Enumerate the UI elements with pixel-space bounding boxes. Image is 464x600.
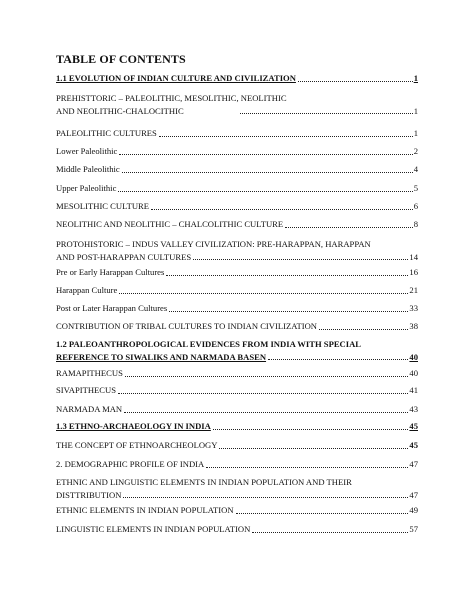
toc-entry-lower-paleolithic[interactable]: [56, 146, 418, 157]
toc-entry-label: Pre or Early Harappan Cultures: [56, 267, 165, 277]
toc-entry-sivapithecus[interactable]: [56, 385, 418, 396]
toc-entry-page: 33: [409, 303, 418, 313]
toc-entry-page: 6: [413, 201, 418, 211]
toc-entry-label: 1.3 ETHNO-ARCHAEOLOGY IN INDIA: [56, 421, 211, 431]
dot-leader: [206, 467, 408, 468]
toc-entry-page: 1: [413, 105, 418, 116]
toc-entry-protohistoric[interactable]: [56, 239, 418, 262]
dot-leader: [240, 113, 413, 114]
dot-leader: [319, 329, 408, 330]
dot-leader: [285, 227, 413, 228]
toc-entry-page: 16: [409, 267, 418, 277]
toc-entry-label: SIVAPITHECUS: [56, 385, 117, 395]
toc-entry-page: 40: [409, 368, 418, 378]
dot-leader: [169, 311, 408, 312]
toc-title: TABLE OF CONTENTS: [56, 52, 186, 66]
toc-entry-label: LINGUISTIC ELEMENTS IN INDIAN POPULATION: [56, 524, 251, 534]
dot-leader: [166, 275, 408, 276]
toc-entry-page: 1: [413, 128, 418, 138]
toc-entry-label: REFERENCE TO SIWALIKS AND NARMADA BASEN: [56, 351, 267, 362]
toc-entry-label: RAMAPITHECUS: [56, 368, 123, 378]
toc-entry-label: Lower Paleolithic: [56, 146, 118, 156]
toc-entry-page: 49: [409, 505, 418, 515]
toc-entry-pre-harappan[interactable]: [56, 267, 418, 278]
dot-leader: [123, 497, 408, 498]
toc-entry-mesolithic-culture[interactable]: [56, 201, 418, 212]
dot-leader: [298, 81, 413, 82]
toc-entry-label: NARMADA MAN: [56, 404, 123, 414]
dot-leader: [268, 359, 408, 360]
dot-leader: [219, 448, 408, 449]
toc-entry-page: 40: [409, 351, 418, 362]
toc-entry-label: Post or Later Harappan Cultures: [56, 303, 168, 313]
toc-entry-label: AND NEOLITHIC-CHALOCITHIC: [56, 105, 184, 116]
toc-entry-page: 2: [413, 146, 418, 156]
dot-leader: [119, 154, 412, 155]
dot-leader: [122, 172, 413, 173]
toc-entry-linguistic-elements[interactable]: [56, 524, 418, 535]
toc-entry-page: 5: [413, 183, 418, 193]
toc-entry-page: 47: [409, 489, 418, 500]
toc-entry-label: ETHNIC ELEMENTS IN INDIAN POPULATION: [56, 505, 234, 515]
toc-entry-label-line1: ETHNIC AND LINGUISTIC ELEMENTS IN INDIAN POPULATION AND THEIR: [56, 477, 352, 487]
toc-entry-paleolithic-cultures[interactable]: [56, 128, 418, 139]
toc-entry-label: 1.1 EVOLUTION OF INDIAN CULTURE AND CIVILIZATION: [56, 73, 296, 83]
toc-entry-label: Harappan Culture: [56, 285, 118, 295]
toc-entry-section-1-3[interactable]: [56, 421, 418, 432]
toc-entry-label: AND POST-HARAPPAN CULTURES: [56, 251, 192, 262]
toc-entry-page: 38: [409, 321, 418, 331]
toc-entry-page: 8: [413, 219, 418, 229]
toc-entry-page: 14: [409, 251, 418, 262]
toc-entry-ethnic-elements[interactable]: [56, 505, 418, 516]
toc-entry-section-1-2[interactable]: [56, 339, 418, 362]
toc-entry-ethnic-linguistic[interactable]: [56, 477, 418, 500]
toc-entry-neolithic[interactable]: [56, 219, 418, 230]
toc-entry-label-line1: 1.2 PALEOANTHROPOLOGICAL EVIDENCES FROM INDIA WITH SPECIAL: [56, 339, 362, 349]
dot-leader: [159, 136, 413, 137]
toc-entry-middle-paleolithic[interactable]: [56, 164, 418, 175]
dot-leader: [124, 412, 408, 413]
toc-entry-prehistoric[interactable]: [56, 93, 418, 116]
toc-entry-page: 21: [409, 285, 418, 295]
toc-entry-section-1-1[interactable]: [56, 73, 418, 84]
dot-leader: [118, 393, 408, 394]
dot-leader: [236, 513, 409, 514]
dot-leader: [213, 429, 409, 430]
toc-entry-page: 41: [409, 385, 418, 395]
dot-leader: [252, 532, 408, 533]
toc-entry-label: PALEOLITHIC CULTURES: [56, 128, 157, 138]
dot-leader: [119, 293, 408, 294]
toc-entry-label-line1: PREHISTTORIC – PALEOLITHIC, MESOLITHIC, NEOLITHIC: [56, 93, 287, 103]
toc-entry-page: 1: [413, 73, 418, 83]
toc-entry-label: 2. DEMOGRAPHIC PROFILE OF INDIA: [56, 459, 205, 469]
toc-entry-label: MESOLITHIC CULTURE: [56, 201, 150, 211]
toc-entry-page: 4: [413, 164, 418, 174]
toc-entry-label: Upper Paleolithic: [56, 183, 117, 193]
toc-entry-page: 47: [409, 459, 418, 469]
toc-entry-upper-paleolithic[interactable]: [56, 183, 418, 194]
dot-leader: [118, 191, 412, 192]
toc-entry-harappan-culture[interactable]: [56, 285, 418, 296]
dot-leader: [125, 376, 409, 377]
toc-entry-label: NEOLITHIC AND NEOLITHIC – CHALCOLITHIC CULTURE: [56, 219, 284, 229]
toc-entry-label: CONTRIBUTION OF TRIBAL CULTURES TO INDIAN CIVILIZATION: [56, 321, 317, 331]
toc-entry-page: 57: [409, 524, 418, 534]
toc-entry-ramapithecus[interactable]: [56, 368, 418, 379]
toc-entry-page: 45: [409, 440, 418, 450]
toc-entry-page: 45: [409, 421, 418, 431]
toc-entry-label: Middle Paleolithic: [56, 164, 120, 174]
dot-leader: [151, 209, 413, 210]
toc-entry-label: THE CONCEPT OF ETHNOARCHEOLOGY: [56, 440, 218, 450]
toc-entry-ethnoarcheology[interactable]: [56, 440, 418, 451]
toc-entry-narmada-man[interactable]: [56, 404, 418, 415]
dot-leader: [193, 259, 408, 260]
toc-entry-label-line1: PROTOHISTORIC – INDUS VALLEY CIVILIZATION: PRE-HARAPPAN, HARAPPAN: [56, 239, 371, 249]
toc-entry-tribal-cultures[interactable]: [56, 321, 418, 332]
toc-entry-post-harappan[interactable]: [56, 303, 418, 314]
toc-entry-label: DISTTRIBUTION: [56, 489, 122, 500]
toc-entry-page: 43: [409, 404, 418, 414]
toc-entry-demographic-profile[interactable]: [56, 459, 418, 470]
